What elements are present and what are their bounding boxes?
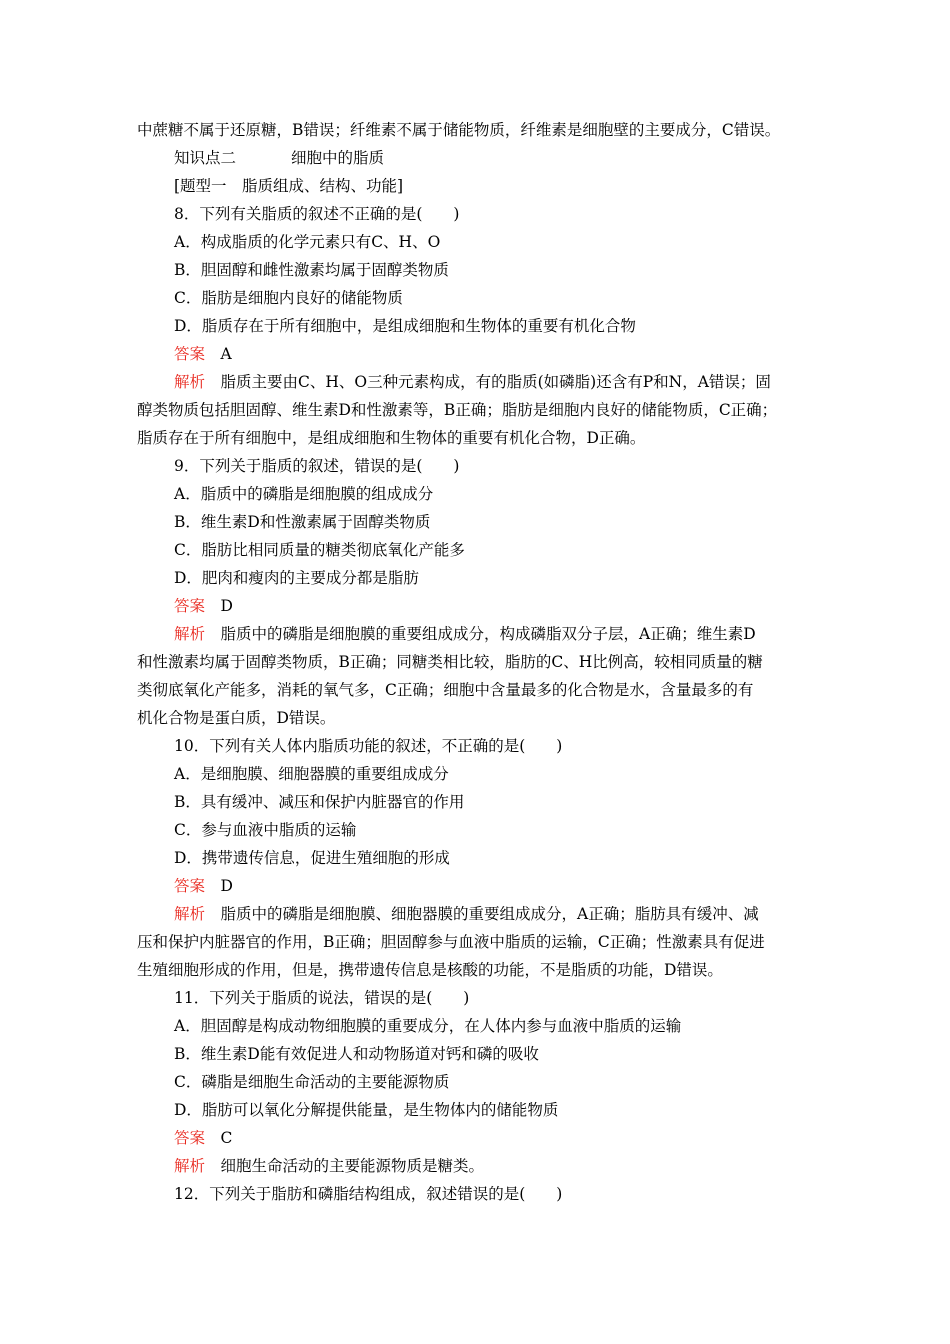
q10-answer xyxy=(174,875,233,897)
q10-answer-value: D xyxy=(220,877,233,895)
q8-analysis-line-3: 脂质存在于所有细胞中，是组成细胞和生物体的重要有机化合物，D正确。 xyxy=(137,429,646,447)
analysis-label: 解析 xyxy=(174,373,206,391)
topic-heading: [题型一 脂质组成、结构、功能] xyxy=(174,177,404,195)
q10-option-b: B．具有缓冲、减压和保护内脏器官的作用 xyxy=(174,793,465,811)
q9-analysis-line-3: 类彻底氧化产能多，消耗的氧气多，C正确；细胞中含量最多的化合物是水，含量最多的有 xyxy=(137,681,754,699)
q8-option-c: C．脂肪是细胞内良好的储能物质 xyxy=(174,289,403,307)
q10-option-a: A．是细胞膜、细胞器膜的重要组成成分 xyxy=(174,765,449,783)
section-label: 知识点二 xyxy=(174,149,237,167)
q8-answer-value: A xyxy=(220,345,232,363)
q9-answer xyxy=(174,595,233,617)
section-title: 细胞中的脂质 xyxy=(291,149,385,167)
q12-stem: 12．下列关于脂肪和磷脂结构组成，叙述错误的是( ) xyxy=(174,1185,563,1203)
analysis-label: 解析 xyxy=(174,905,206,923)
q11-option-d: D．脂肪可以氧化分解提供能量，是生物体内的储能物质 xyxy=(174,1101,559,1119)
q8-option-d: D．脂质存在于所有细胞中，是组成细胞和生物体的重要有机化合物 xyxy=(174,317,636,335)
q11-answer-value: C xyxy=(220,1129,233,1147)
q10-analysis-line-1 xyxy=(174,903,759,925)
q8-option-a: A．构成脂质的化学元素只有C、H、O xyxy=(174,233,441,251)
q9-stem: 9．下列关于脂质的叙述，错误的是( ) xyxy=(174,457,460,475)
q9-option-c: C．脂肪比相同质量的糖类彻底氧化产能多 xyxy=(174,541,465,559)
q10-analysis-text: 脂质中的磷脂是细胞膜、细胞器膜的重要组成成分，A正确；脂肪具有缓冲、减 xyxy=(220,905,759,923)
q8-analysis-line-1 xyxy=(174,371,771,393)
q11-analysis-line-1 xyxy=(174,1155,484,1177)
q10-option-c: C．参与血液中脂质的运输 xyxy=(174,821,357,839)
q8-option-b: B．胆固醇和雌性激素均属于固醇类物质 xyxy=(174,261,449,279)
analysis-label: 解析 xyxy=(174,625,206,643)
answer-label: 答案 xyxy=(174,345,206,363)
q11-analysis-text: 细胞生命活动的主要能源物质是糖类。 xyxy=(220,1157,485,1175)
carryover-text: 中蔗糖不属于还原糖，B错误；纤维素不属于储能物质，纤维素是细胞壁的主要成分，C错误。 xyxy=(137,121,781,139)
q10-analysis-line-3: 生殖细胞形成的作用，但是，携带遗传信息是核酸的功能，不是脂质的功能，D错误。 xyxy=(137,961,723,979)
q10-option-d: D．携带遗传信息，促进生殖细胞的形成 xyxy=(174,849,450,867)
analysis-label: 解析 xyxy=(174,1157,206,1175)
q9-analysis-line-1 xyxy=(174,623,756,645)
q9-option-d: D．肥肉和瘦肉的主要成分都是脂肪 xyxy=(174,569,419,587)
q11-option-a: A．胆固醇是构成动物细胞膜的重要成分，在人体内参与血液中脂质的运输 xyxy=(174,1017,682,1035)
q11-stem: 11．下列关于脂质的说法，错误的是( ) xyxy=(174,989,470,1007)
q9-analysis-line-2: 和性激素均属于固醇类物质，B正确；同糖类相比较，脂肪的C、H比例高，较相同质量的糖 xyxy=(137,653,763,671)
q9-answer-value: D xyxy=(220,597,233,615)
q9-analysis-line-4: 机化合物是蛋白质，D错误。 xyxy=(137,709,336,727)
q11-answer xyxy=(174,1127,232,1149)
q8-answer xyxy=(174,343,232,365)
answer-label: 答案 xyxy=(174,597,206,615)
answer-label: 答案 xyxy=(174,877,206,895)
q8-analysis-text: 脂质主要由C、H、O三种元素构成，有的脂质(如磷脂)还含有P和N，A错误；固 xyxy=(220,373,771,391)
q8-stem: 8．下列有关脂质的叙述不正确的是( ) xyxy=(174,205,460,223)
section-heading xyxy=(174,147,384,169)
q9-option-a: A．脂质中的磷脂是细胞膜的组成成分 xyxy=(174,485,434,503)
q8-analysis-line-2: 醇类物质包括胆固醇、维生素D和性激素等，B正确；脂肪是细胞内良好的储能物质，C正确； xyxy=(137,401,778,419)
q11-option-c: C．磷脂是细胞生命活动的主要能源物质 xyxy=(174,1073,450,1091)
answer-label: 答案 xyxy=(174,1129,206,1147)
q10-analysis-line-2: 压和保护内脏器官的作用，B正确；胆固醇参与血液中脂质的运输，C正确；性激素具有促进 xyxy=(137,933,765,951)
q9-option-b: B．维生素D和性激素属于固醇类物质 xyxy=(174,513,431,531)
q11-option-b: B．维生素D能有效促进人和动物肠道对钙和磷的吸收 xyxy=(174,1045,539,1063)
q10-stem: 10．下列有关人体内脂质功能的叙述，不正确的是( ) xyxy=(174,737,563,755)
q9-analysis-text: 脂质中的磷脂是细胞膜的重要组成成分，构成磷脂双分子层，A正确；维生素D xyxy=(220,625,756,643)
